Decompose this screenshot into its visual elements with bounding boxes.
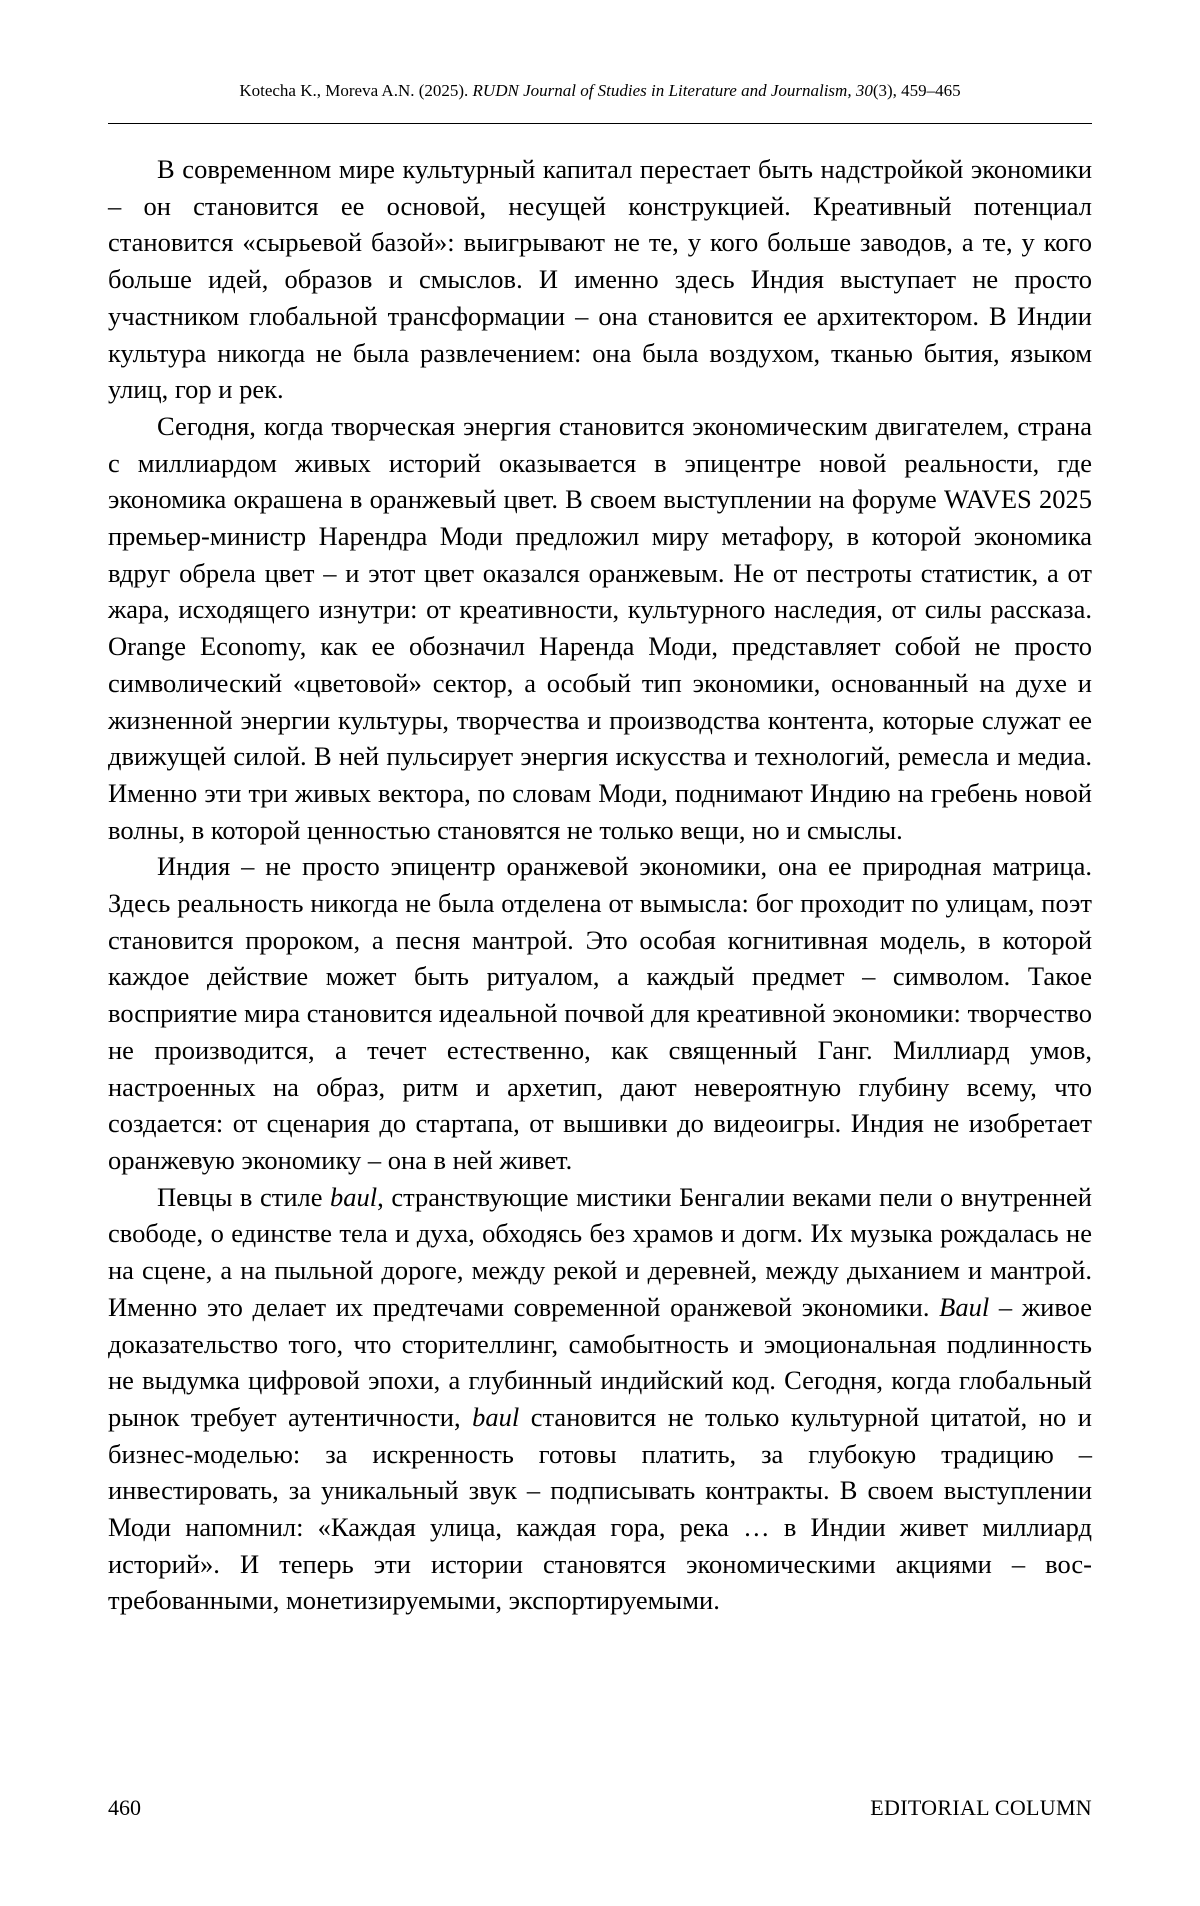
italic-term-baul: baul — [330, 1182, 377, 1212]
paragraph-text: Индия – не просто эпицентр оранжевой экономики, она ее природная ма­трица. Здесь реальность никогда не была отделена от вымысла: бог проходит по улицам, поэт становится пророком, а песня мантрой. Это особая когнитив­ная модель, в которой каждое действие может быть ритуалом, а каждый пред­мет – символом. Такое восприятие мира становится идеальной почвой для креативной экономики: творчество не производится, а течет естественно, как священный Ганг. Миллиард умов, настроенных на образ, ритм и архетип, дают невероятную глубину всему, что создается: от сценария до стартапа, от вышивки до видеоигры. Индия не изобретает оранжевую экономику – она в ней живет. — [108, 851, 1092, 1175]
paragraph-text: Сегодня, когда творческая энергия становится экономическим двигате­лем, страна с миллиардом живых историй оказывается в эпицентре новой ре­альности, где экономика окрашена в оранжевый цвет. В своем выступлении на форуме WAVES 2025 премьер-министр Нарендра Моди предложил миру метафору, в которой экономика вдруг обрела цвет – и этот цвет оказался оран­жевым. Не от пестроты статистик, а от жара, исходящего изнутри: от креатив­ности, культурного наследия, от силы рассказа. Orange Economy, как ее обо­значил Наренда Моди, представляет собой не просто символический «цветовой» сектор, а особый тип экономики, основанный на духе и жизнен­ной энергии культуры, творчества и производства контента, которые служат ее движущей силой. В ней пульсирует энергия искусства и технологий, ремес­ла и медиа. Именно эти три живых вектора, по словам Моди, поднимают Ин­дию на гребень новой волны, в которой ценностью становятся не только вещи, но и смыслы. — [108, 411, 1092, 845]
paragraph-3 — [108, 848, 1092, 1178]
paragraph-text: В современном мире культурный капитал перестает быть надстройкой экономики – он становится ее основой, несущей конструкцией. Креативный потенциал становится «сырьевой базой»: выигрывают не те, у кого больше заводов, а те, у кого больше идей, образов и смыслов. И именно здесь Индия выступает не просто участником глобальной трансформации – она становит­ся ее архитектором. В Индии культура никогда не была развлечением: она была воздухом, тканью бытия, языком улиц, гор и рек. — [108, 154, 1092, 404]
citation-issue-pages: (3), 459–465 — [873, 81, 961, 100]
article-body — [108, 151, 1092, 1619]
paragraph-text: становится не только культурной цитатой, но и бизнес-моде­лью: за искренность готовы платить, за глубокую традицию – инвестировать, за уникальный звук – подписывать контракты. В своем выступлении Моди напомнил: «Каждая улица, каждая гора, река … в Индии живет миллиард историй». И теперь эти истории становятся экономическими акциями – вос­требованными, монетизируемыми, экспортируемыми. — [108, 1402, 1092, 1616]
citation-journal-title: RUDN Journal of Studies in Literature and Journalism, 30 — [473, 81, 873, 100]
citation-authors-year: Kotecha K., Moreva A.N. (2025). — [239, 81, 472, 100]
section-label: EDITORIAL COLUMN — [870, 1795, 1092, 1821]
running-head — [108, 80, 1092, 102]
paragraph-4 — [108, 1179, 1092, 1619]
italic-term-baul: Baul — [939, 1292, 989, 1322]
italic-term-baul: baul — [472, 1402, 519, 1432]
paragraph-text: , странствующие мистики Бенгалии веками пели о вну­тренней свободе, о единстве тела и духа, обходясь без храмов и догм. Их му­зыка рождалась не на сцене, а на пыльной дороге, между рекой и деревней, между дыханием и мантрой. Именно это делает их предтечами современной оранжевой экономики. — [108, 1182, 1092, 1322]
page-number: 460 — [108, 1795, 141, 1821]
journal-page — [108, 0, 1092, 1906]
paragraph-text: – живое доказательство того, что сторителлинг, самобытность и эмоциональная подлинность не выдумка цифровой эпохи, а глубинный индийский код. Сегодня, когда глобальный рынок требует аутен­тичности, — [108, 1292, 1092, 1432]
paragraph-text: Певцы в стиле — [157, 1182, 330, 1212]
header-rule — [108, 123, 1092, 124]
paragraph-2 — [108, 408, 1092, 848]
paragraph-1 — [108, 151, 1092, 408]
